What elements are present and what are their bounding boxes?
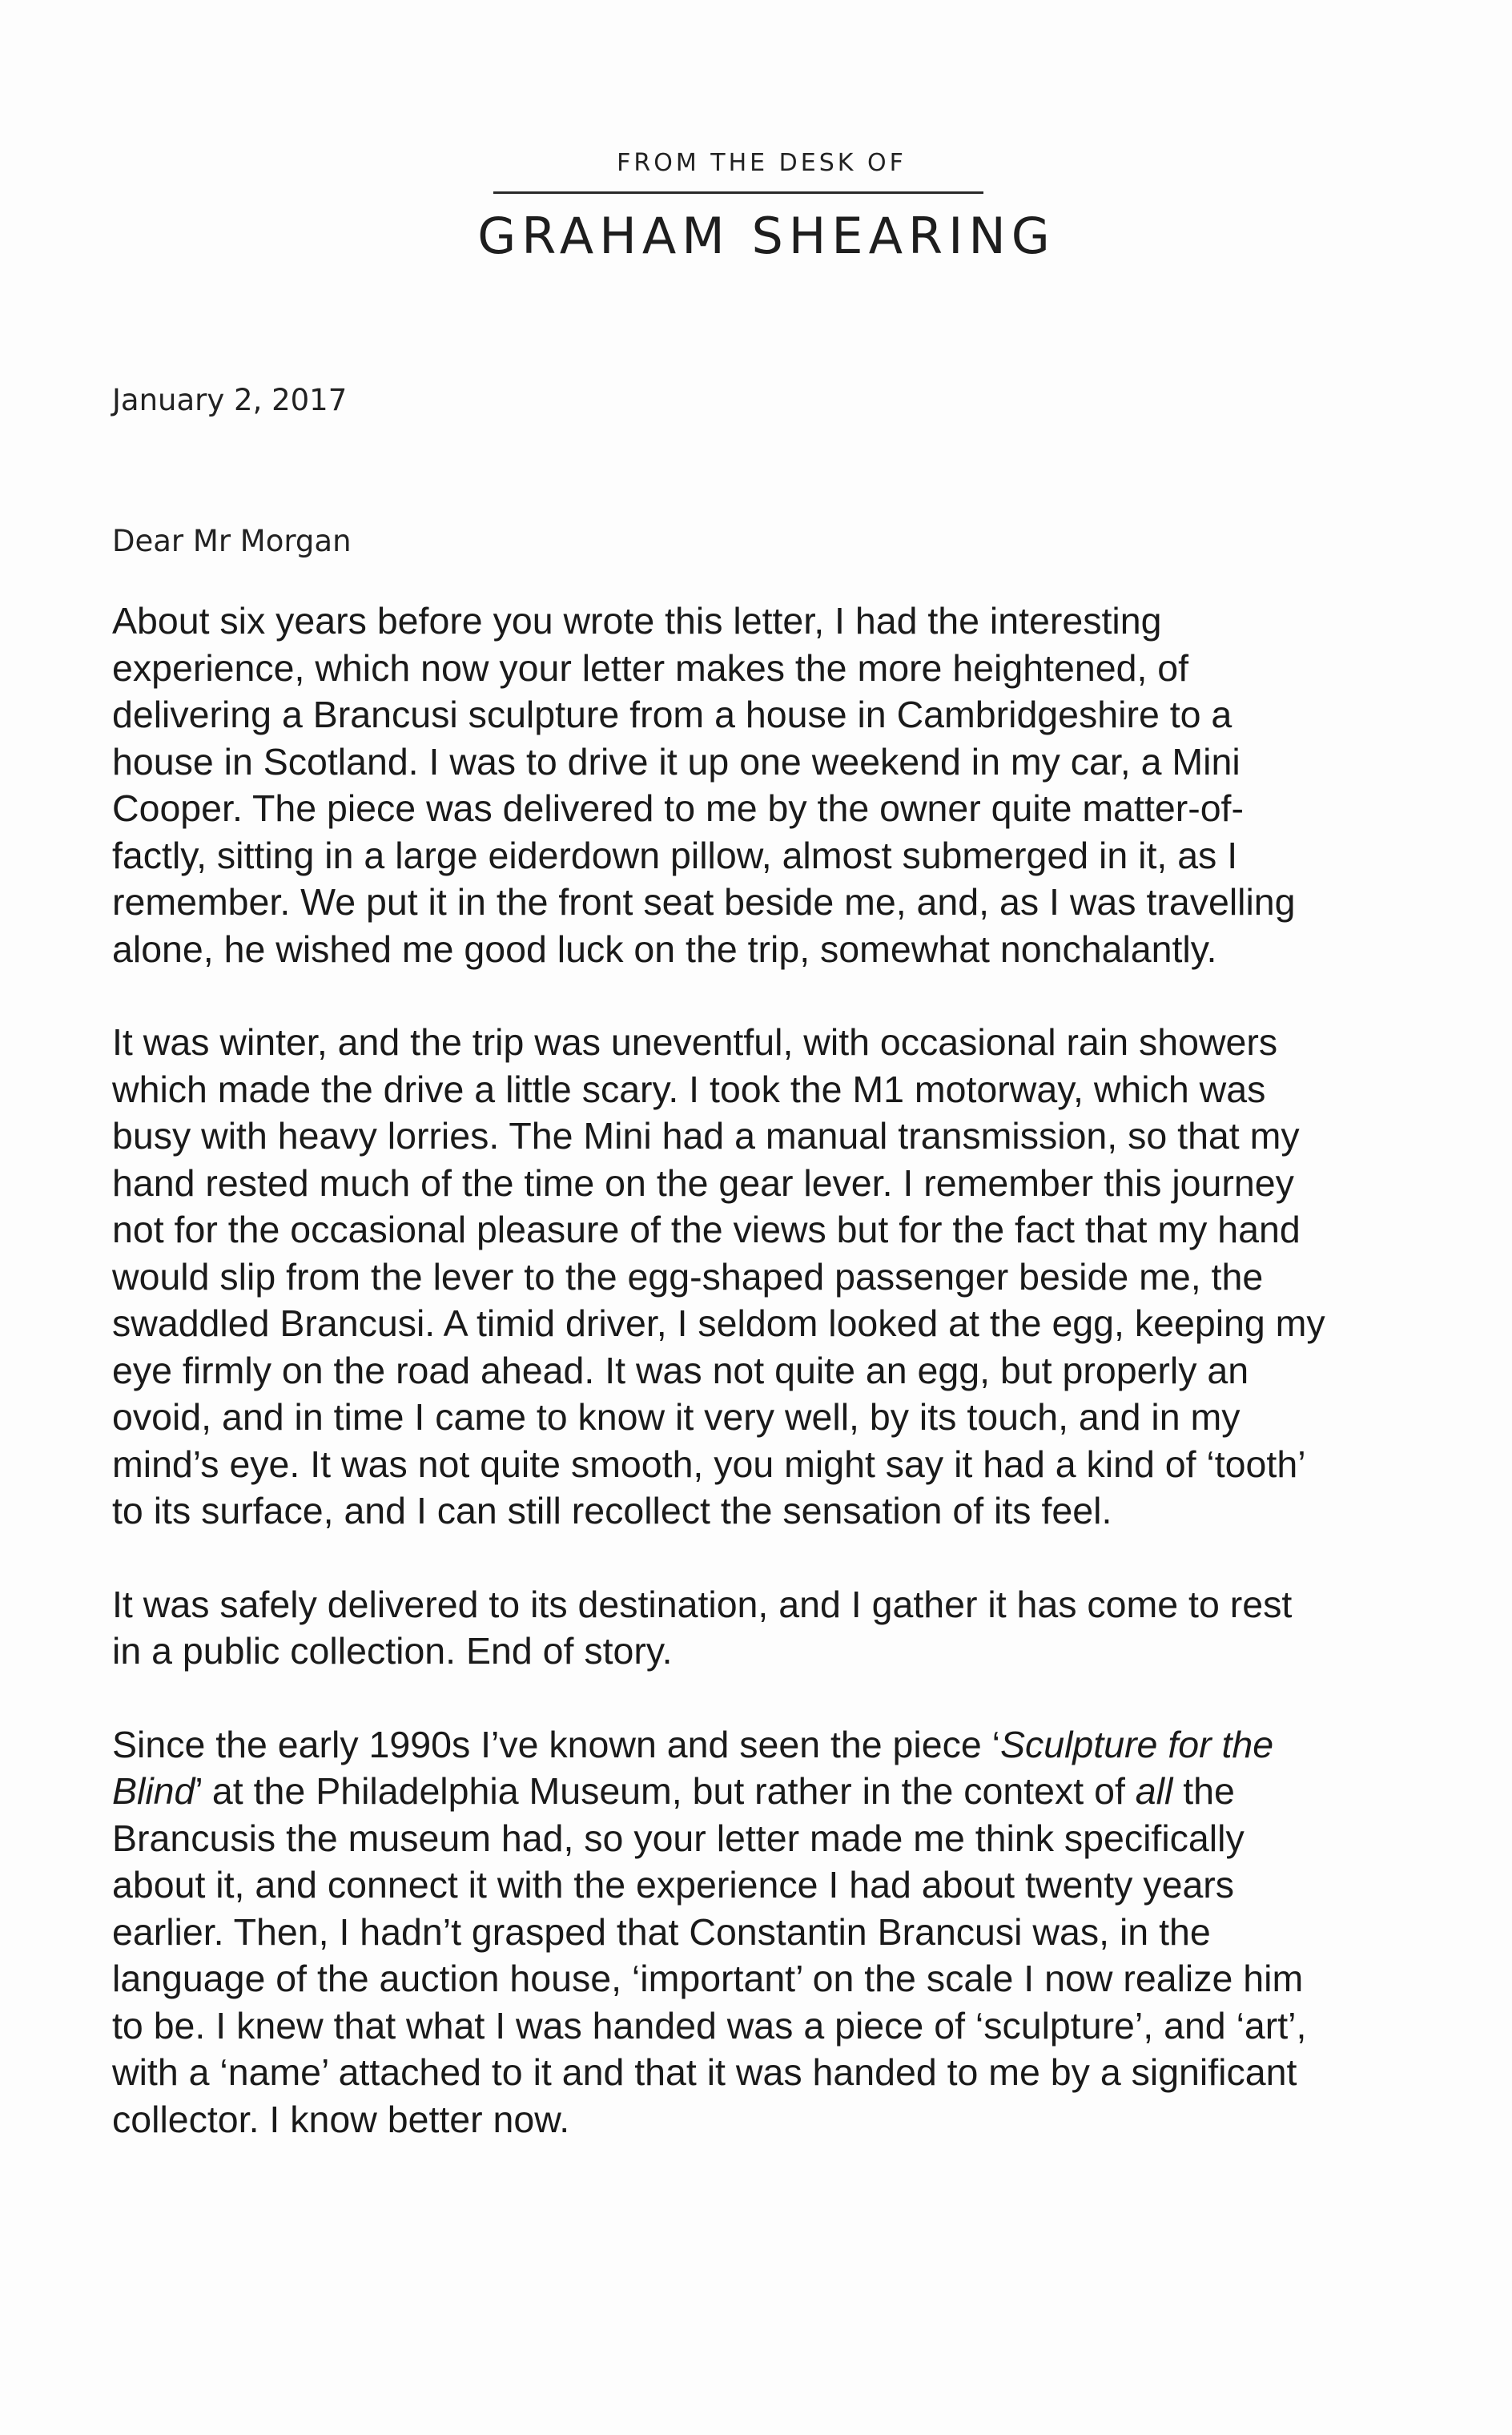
text-line: house in Scotland. I was to drive it up one weekend in my car, a Mini	[112, 740, 1241, 783]
text-line: earlier. Then, I hadn’t grasped that Constantin Brancusi was, in the	[112, 1910, 1211, 1953]
text-line: mind’s eye. It was not quite smooth, you might say it had a kind of ‘tooth’	[112, 1443, 1306, 1485]
text-line: eye firmly on the road ahead. It was not quite an egg, but properly an	[112, 1349, 1249, 1391]
text-line: about it, and connect it with the experience I had about twenty years	[112, 1864, 1235, 1906]
artwork-title: Sculpture for the	[999, 1723, 1274, 1765]
text-line: with a ‘name’ attached to it and that it was handed to me by a significant	[112, 2051, 1297, 2093]
salutation: Dear Mr Morgan	[112, 524, 352, 558]
text-line: Brancusis the museum had, so your letter made me think specifically	[112, 1817, 1245, 1859]
text-line: not for the occasional pleasure of the views but for the fact that my hand	[112, 1209, 1301, 1250]
text-run: ’ at the Philadelphia Museum, but rather in the context of	[195, 1770, 1136, 1812]
text-line: would slip from the lever to the egg-shaped passenger beside me, the	[112, 1255, 1264, 1298]
text-line: remember. We put it in the front seat beside me, and, as I was travelling	[112, 881, 1296, 923]
paragraph-1	[112, 598, 1442, 972]
text-run: Since the early 1990s I’ve known and seen the piece ‘	[112, 1723, 1000, 1765]
text-line: About six years before you wrote this letter, I had the interesting	[112, 600, 1162, 642]
artwork-title: Blind	[112, 1770, 195, 1812]
paragraph-3	[112, 1581, 1442, 1675]
text-line: in a public collection. End of story.	[112, 1630, 673, 1672]
text-line: It was winter, and the trip was uneventful, with occasional rain showers	[112, 1021, 1278, 1063]
text-line: It was safely delivered to its destination, and I gather it has come to rest	[112, 1583, 1293, 1625]
text-line: Cooper. The piece was delivered to me by the owner quite matter-of-	[112, 787, 1244, 829]
text-line	[112, 1721, 1442, 1769]
letterhead-divider	[493, 191, 983, 194]
paragraph-4	[112, 1721, 1442, 2143]
text-run: the	[1172, 1770, 1235, 1812]
text-line: experience, which now your letter makes the more heightened, of	[112, 646, 1189, 689]
text-line: to be. I knew that what I was handed was a piece of ‘sculpture’, and ‘art’,	[112, 2004, 1307, 2047]
text-line: which made the drive a little scary. I took the M1 motorway, which was	[112, 1068, 1266, 1110]
emphasis: all	[1135, 1770, 1173, 1812]
letter-date: January 2, 2017	[112, 383, 348, 417]
text-line: ovoid, and in time I came to know it very well, by its touch, and in my	[112, 1396, 1241, 1438]
text-line: to its surface, and I can still recollect the sensation of its feel.	[112, 1490, 1112, 1531]
letter-body	[112, 598, 1442, 2189]
text-line: busy with heavy lorries. The Mini had a manual transmission, so that my	[112, 1115, 1300, 1157]
text-line: alone, he wished me good luck on the trip, somewhat nonchalantly.	[112, 928, 1217, 970]
text-line	[112, 1768, 1442, 1815]
letterhead-from-label: FROM THE DESK OF	[617, 149, 907, 177]
text-line: hand rested much of the time on the gear lever. I remember this journey	[112, 1161, 1294, 1204]
paragraph-2	[112, 1019, 1442, 1535]
text-line: delivering a Brancusi sculpture from a house in Cambridgeshire to a	[112, 694, 1233, 735]
letterhead	[0, 149, 1512, 265]
text-line: swaddled Brancusi. A timid driver, I seldom looked at the egg, keeping my	[112, 1302, 1325, 1344]
text-line: collector. I know better now.	[112, 2098, 570, 2140]
text-line: factly, sitting in a large eiderdown pillow, almost submerged in it, as I	[112, 834, 1238, 876]
text-line: language of the auction house, ‘important’ on the scale I now realize him	[112, 1958, 1304, 1999]
letterhead-name: GRAHAM SHEARING	[477, 207, 1056, 265]
